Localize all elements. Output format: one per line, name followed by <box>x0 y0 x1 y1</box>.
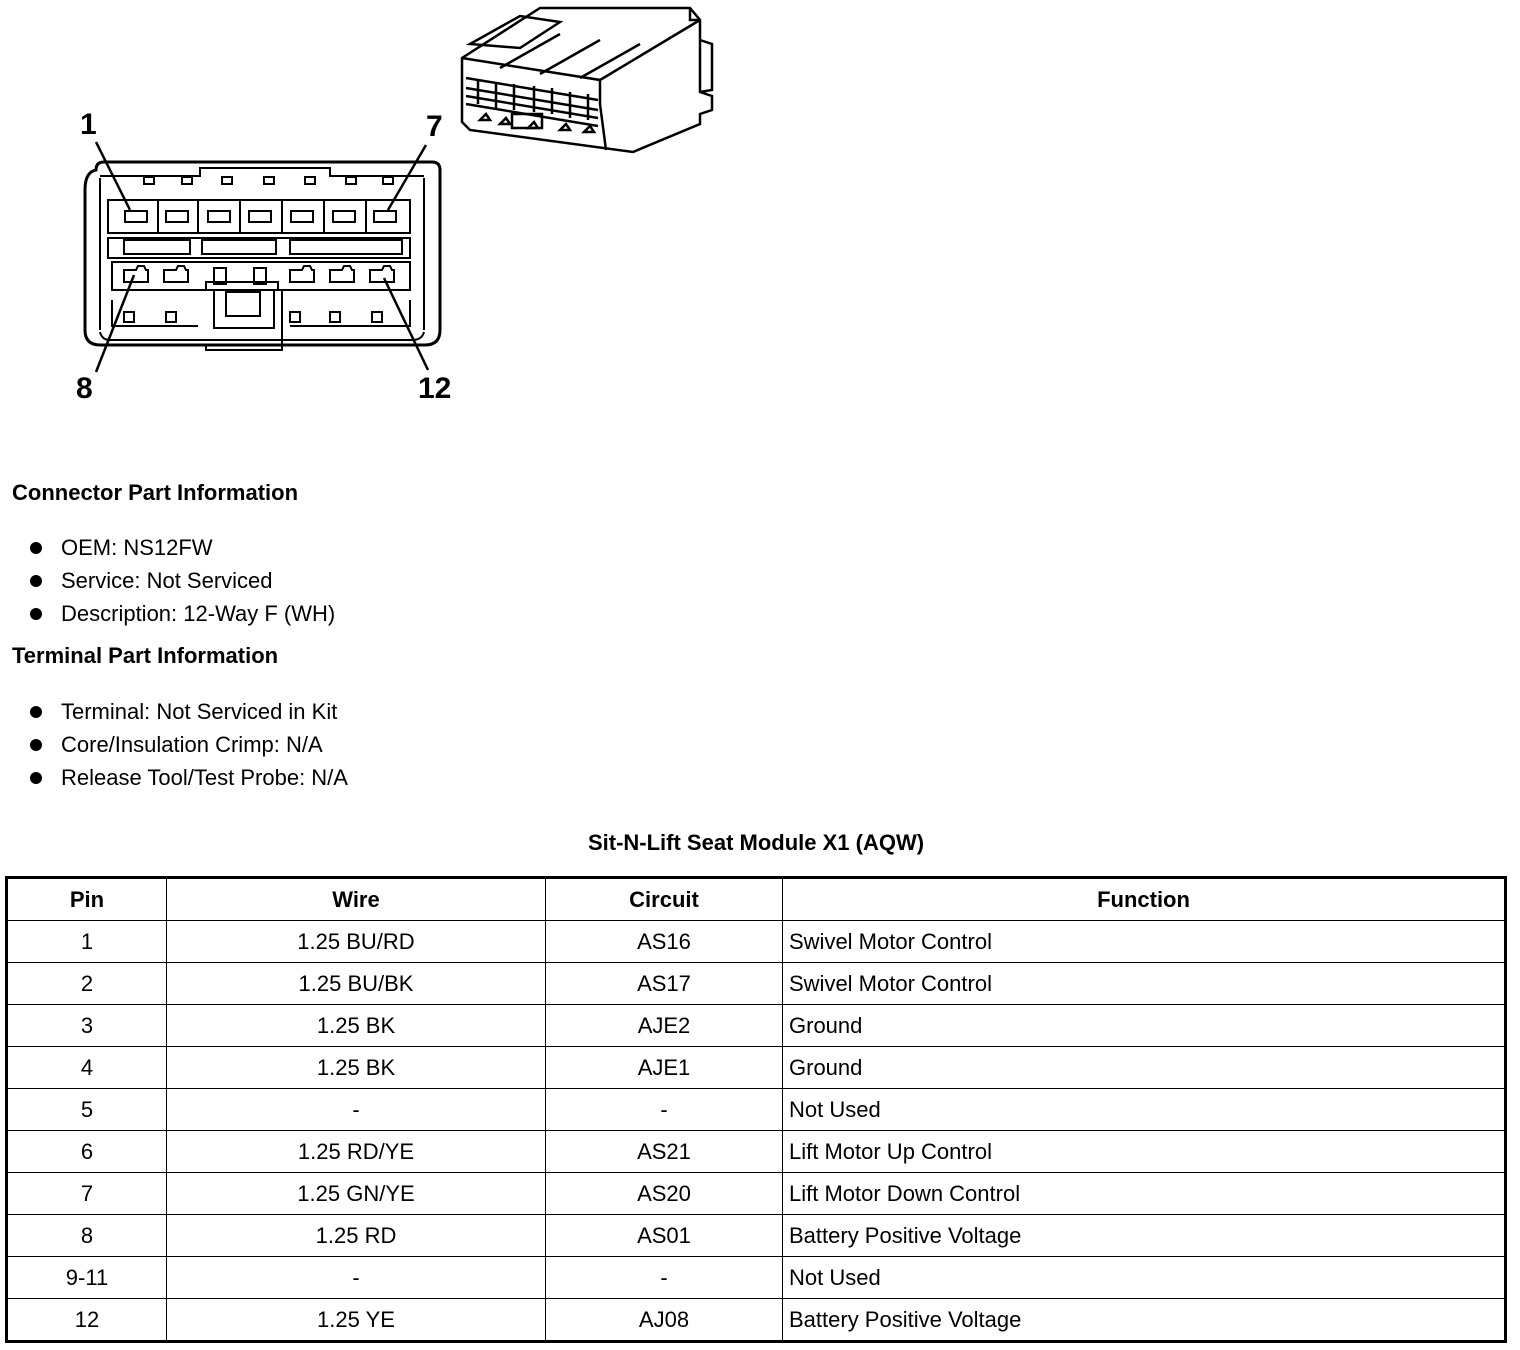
pin-label-8: 8 <box>76 372 93 405</box>
connector-info-title: Connector Part Information <box>12 480 299 505</box>
cell-circuit: - <box>546 1089 783 1131</box>
cell-pin: 4 <box>7 1047 167 1089</box>
cell-circuit: AJE1 <box>546 1047 783 1089</box>
header-circuit: Circuit <box>546 878 783 921</box>
cell-pin: 3 <box>7 1005 167 1047</box>
cell-circuit: - <box>546 1257 783 1299</box>
list-item: Release Tool/Test Probe: N/A <box>28 761 348 794</box>
cell-circuit: AJE2 <box>546 1005 783 1047</box>
table-row <box>7 1131 1506 1173</box>
cell-wire: 1.25 YE <box>167 1299 546 1342</box>
table-row <box>7 1257 1506 1299</box>
cell-wire: 1.25 GN/YE <box>167 1173 546 1215</box>
cell-function: Battery Positive Voltage <box>783 1215 1506 1257</box>
terminal-info-list <box>28 695 348 794</box>
connector-info-list <box>28 531 335 630</box>
cell-circuit: AS20 <box>546 1173 783 1215</box>
cell-wire: 1.25 BU/RD <box>167 921 546 963</box>
list-item: Description: 12-Way F (WH) <box>28 597 335 630</box>
table-row <box>7 1173 1506 1215</box>
table-row <box>7 1299 1506 1342</box>
cell-pin: 7 <box>7 1173 167 1215</box>
cell-pin: 1 <box>7 921 167 963</box>
cell-pin: 5 <box>7 1089 167 1131</box>
pin-label-1: 1 <box>80 108 97 141</box>
pin-label-7: 7 <box>426 110 443 143</box>
cell-pin: 9-11 <box>7 1257 167 1299</box>
cell-function: Ground <box>783 1047 1506 1089</box>
cell-wire: - <box>167 1257 546 1299</box>
cell-function: Battery Positive Voltage <box>783 1299 1506 1342</box>
cell-pin: 12 <box>7 1299 167 1342</box>
cell-function: Lift Motor Down Control <box>783 1173 1506 1215</box>
cell-circuit: AS17 <box>546 963 783 1005</box>
table-row <box>7 1215 1506 1257</box>
cell-function: Not Used <box>783 1089 1506 1131</box>
terminal-info-title: Terminal Part Information <box>12 643 279 668</box>
header-wire: Wire <box>167 878 546 921</box>
cell-circuit: AS16 <box>546 921 783 963</box>
connector-face-drawing <box>0 0 760 420</box>
cell-function: Not Used <box>783 1257 1506 1299</box>
pinout-table <box>5 876 1507 1343</box>
header-function: Function <box>783 878 1506 921</box>
list-item: OEM: NS12FW <box>28 531 335 564</box>
cell-wire: 1.25 BU/BK <box>167 963 546 1005</box>
list-item: Service: Not Serviced <box>28 564 335 597</box>
list-item: Core/Insulation Crimp: N/A <box>28 728 348 761</box>
cell-wire: 1.25 BK <box>167 1005 546 1047</box>
cell-function: Swivel Motor Control <box>783 963 1506 1005</box>
table-row <box>7 1089 1506 1131</box>
cell-wire: 1.25 RD/YE <box>167 1131 546 1173</box>
cell-function: Ground <box>783 1005 1506 1047</box>
cell-wire: 1.25 BK <box>167 1047 546 1089</box>
list-item: Terminal: Not Serviced in Kit <box>28 695 348 728</box>
cell-circuit: AS21 <box>546 1131 783 1173</box>
cell-pin: 8 <box>7 1215 167 1257</box>
cell-pin: 2 <box>7 963 167 1005</box>
cell-circuit: AS01 <box>546 1215 783 1257</box>
pin-label-12: 12 <box>418 372 452 405</box>
connector-diagram <box>0 0 760 420</box>
cell-function: Lift Motor Up Control <box>783 1131 1506 1173</box>
table-title: Sit-N-Lift Seat Module X1 (AQW) <box>587 830 925 855</box>
table-row <box>7 963 1506 1005</box>
cell-wire: - <box>167 1089 546 1131</box>
cell-pin: 6 <box>7 1131 167 1173</box>
table-row <box>7 1047 1506 1089</box>
cell-function: Swivel Motor Control <box>783 921 1506 963</box>
header-pin: Pin <box>7 878 167 921</box>
table-row <box>7 921 1506 963</box>
cell-wire: 1.25 RD <box>167 1215 546 1257</box>
table-row <box>7 1005 1506 1047</box>
cell-circuit: AJ08 <box>546 1299 783 1342</box>
table-header-row <box>7 878 1506 921</box>
